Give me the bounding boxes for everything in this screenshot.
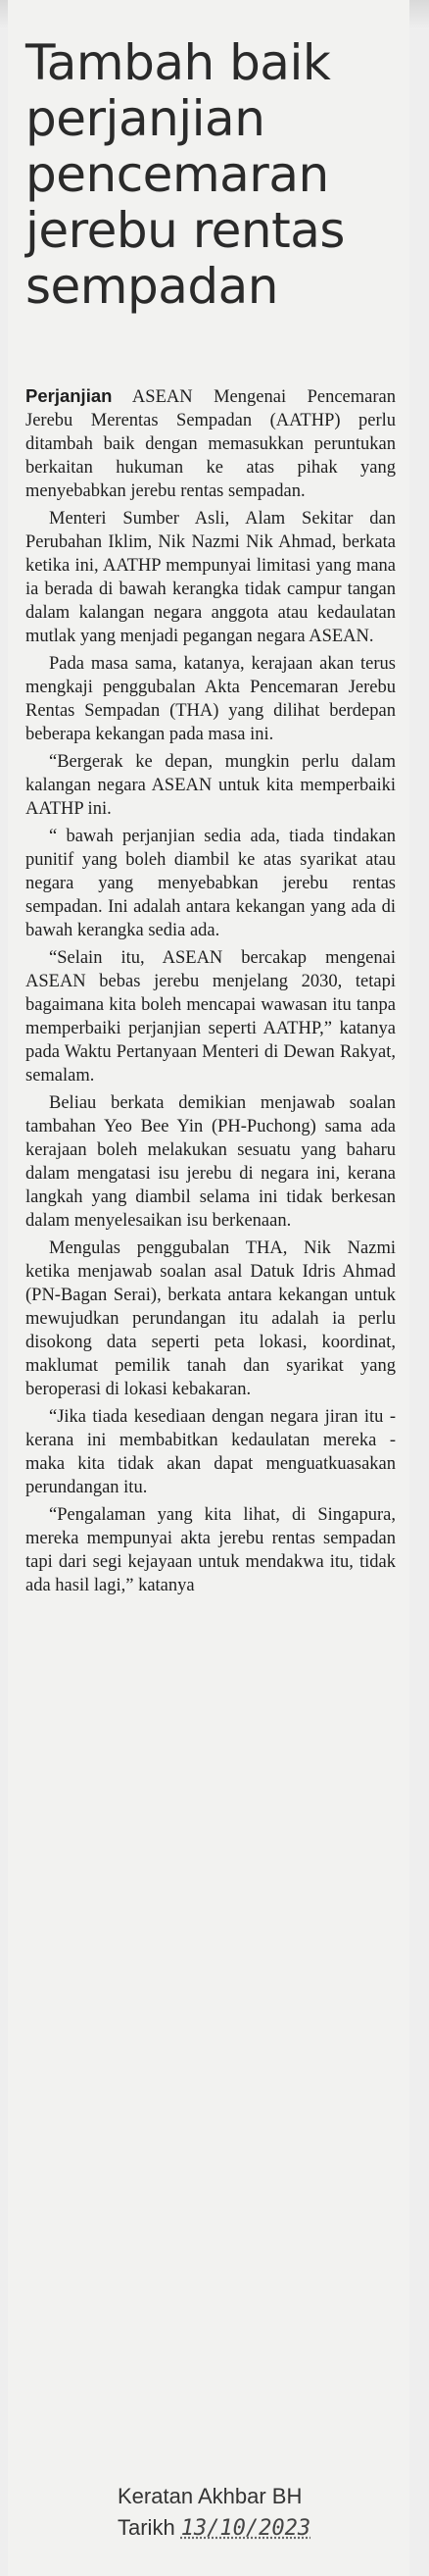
clipping-date-label: Tarikh [118, 2515, 175, 2540]
clipping-date-row [118, 2512, 402, 2544]
paragraph-10: “Pengalaman yang kita lihat, di Singapura, mereka mempunyai akta jerebu rentas sempadan tapi dari segi kejayaan untuk mendakwa itu, tidak ada hasil lagi,” katanya [25, 1505, 396, 1595]
paragraph-4: “Bergerak ke depan, mungkin perlu dalam kalangan negara ASEAN untuk kita memperbaiki AATHP ini. [25, 752, 396, 819]
article-headline: Tambah baik perjanjian pencemaran jerebu rentas sempadan [25, 34, 345, 315]
lead-paragraph-text: ASEAN Mengenai Pencemaran Jerebu Merentas Sempadan (AATHP) perlu ditambah baik dengan memasukkan peruntukan berkaitan hukuman ke atas pihak yang menyebabkan jerebu rentas sempadan. [25, 387, 396, 501]
paragraph-9: “Jika tiada kesediaan dengan negara jiran itu - kerana ini membabitkan kedaulatan mereka - maka kita tidak akan dapat menguatkuasakan perundangan itu. [25, 1407, 396, 1497]
paragraph-5: “ bawah perjanjian sedia ada, tiada tindakan punitif yang boleh diambil ke atas syarikat atau negara yang menyebabkan jerebu rentas sempadan. Ini adalah antara kekangan yang ada di bawah kerangka sedia ada. [25, 827, 396, 940]
paragraph-7: Beliau berkata demikian menjawab soalan tambahan Yeo Bee Yin (PH-Puchong) sama ada kerajaan boleh melakukan sesuatu yang baharu dalam mengatasi isu jerebu di negara ini, kerana langkah yang diambil selama ini tidak berkesan dalam menyelesaikan isu berkenaan. [25, 1093, 396, 1231]
clipping-stamp [118, 2481, 402, 2544]
lead-word: Perjanjian [25, 385, 113, 406]
clipping-date-value: 13/10/2023 [180, 2516, 311, 2541]
paragraph-3: Pada masa sama, katanya, kerajaan akan terus mengkaji penggubalan Akta Pencemaran Jerebu Rentas Sempadan (THA) yang dilihat berdepan beberapa kekangan pada masa ini. [25, 654, 396, 744]
paragraph-6: “Selain itu, ASEAN bercakap mengenai ASEAN bebas jerebu menjelang 2030, tetapi bagaimana kita boleh mencapai wawasan itu tanpa memperbaiki perjanjian seperti AATHP,” katanya pada Waktu Pertanyaan Menteri di Dewan Rakyat, semalam. [25, 948, 396, 1086]
article-body [25, 384, 396, 1601]
paragraph-2: Menteri Sumber Asli, Alam Sekitar dan Perubahan Iklim, Nik Nazmi Nik Ahmad, berkata ketika ini, AATHP mempunyai limitasi yang mana ia berada di bawah kerangka tidak campur tangan dalam kalangan negara anggota atau kedaulatan mutlak yang menjadi pegangan negara ASEAN. [25, 509, 396, 646]
lead-paragraph [25, 384, 396, 503]
paragraph-8: Mengulas penggubalan THA, Nik Nazmi ketika menjawab soalan asal Datuk Idris Ahmad (PN-Bagan Serai), berkata antara kekangan untuk mewujudkan perundangan itu adalah ia perlu disokong data seperti peta lokasi, koordinat, maklumat pemilik tanah dan syarikat yang beroperasi di lokasi kebakaran. [25, 1238, 396, 1399]
clipping-source: Keratan Akhbar BH [118, 2484, 303, 2508]
